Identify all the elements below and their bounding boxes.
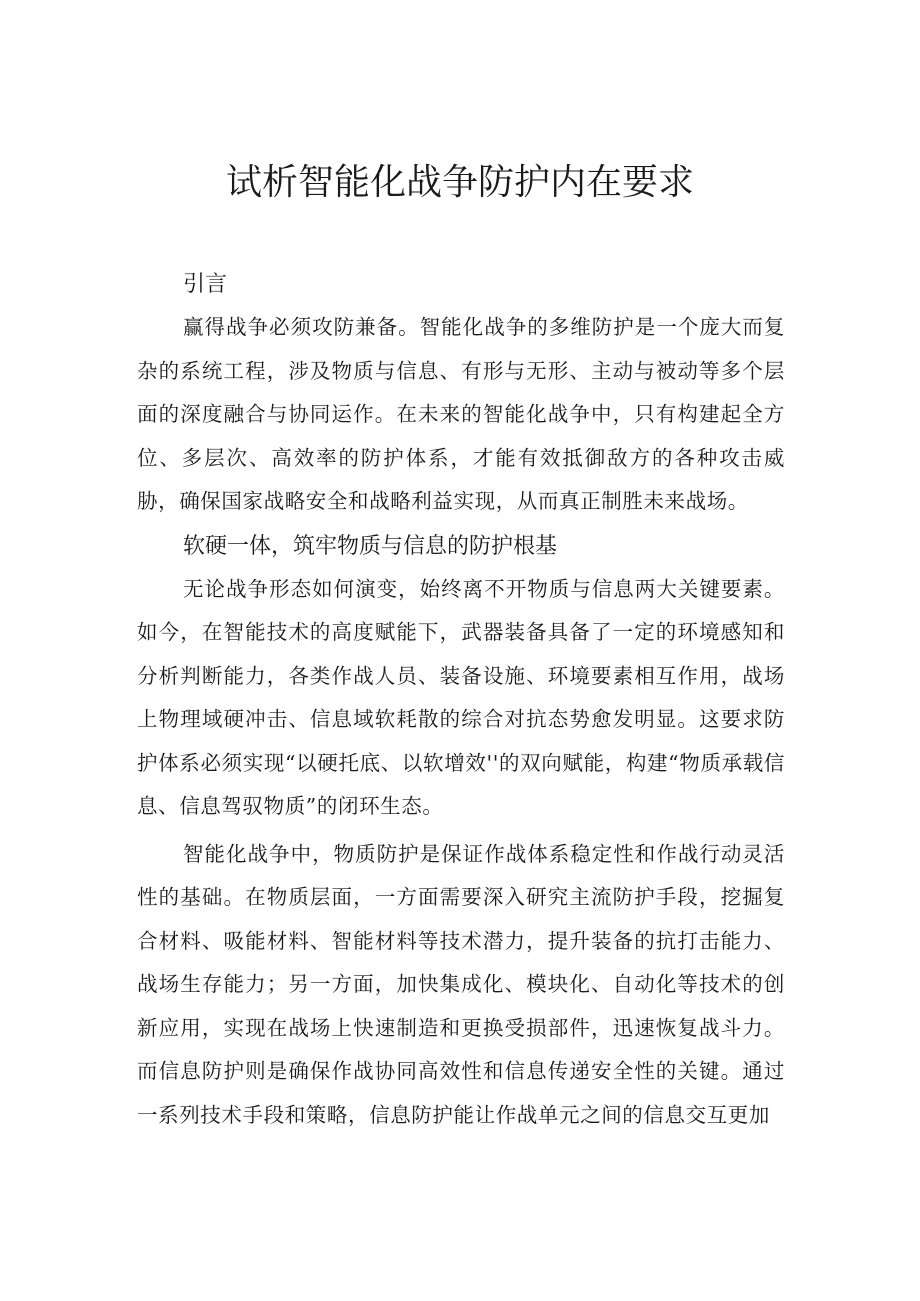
document-title: 试析智能化战争防护内在要求 <box>225 162 694 203</box>
section-heading-intro: 引言 <box>183 272 228 297</box>
paragraph: 无论战争形态如何演变，始终离不开物质与信息两大关键要素。如今，在智能技术的高度赋能下，武器装备具备了一定的环境感知和分析判断能力，各类作战人员、装备设施、环境要素相互作用，战场上物理域硬冲击、信息域软耗散的综合对抗态势愈发明显。这要求防护体系必须实现“以硬托底、以软增效''的双向赋能，构建“物质承载信息、信息驾驭物质”的闭环生态。 <box>137 576 785 818</box>
section-heading-soft-hard: 软硬一体，筑牢物质与信息的防护根基 <box>183 533 558 559</box>
paragraph: 赢得战争必须攻防兼备。智能化战争的多维防护是一个庞大而复杂的系统工程，涉及物质与信息、有形与无形、主动与被动等多个层面的深度融合与协同运作。在未来的智能化战争中，只有构建起全方位、多层次、高效率的防护体系，才能有效抵御敌方的各种攻击威胁，确保国家战略安全和战略利益实现，从而真正制胜未来战场。 <box>137 315 785 513</box>
paragraph: 智能化战争中，物质防护是保证作战体系稳定性和作战行动灵活性的基础。在物质层面，一方面需要深入研究主流防护手段，挖掘复合材料、吸能材料、智能材料等技术潜力，提升装备的抗打击能力、战场生存能力；另一方面，加快集成化、模块化、自动化等技术的创新应用，实现在战场上快速制造和更换受损部件，迅速恢复战斗力。而信息防护则是确保作战协同高效性和信息传递安全性的关键。通过一系列技术手段和策略，信息防护能让作战单元之间的信息交互更加 <box>137 841 785 1127</box>
document-body <box>137 264 785 1137</box>
